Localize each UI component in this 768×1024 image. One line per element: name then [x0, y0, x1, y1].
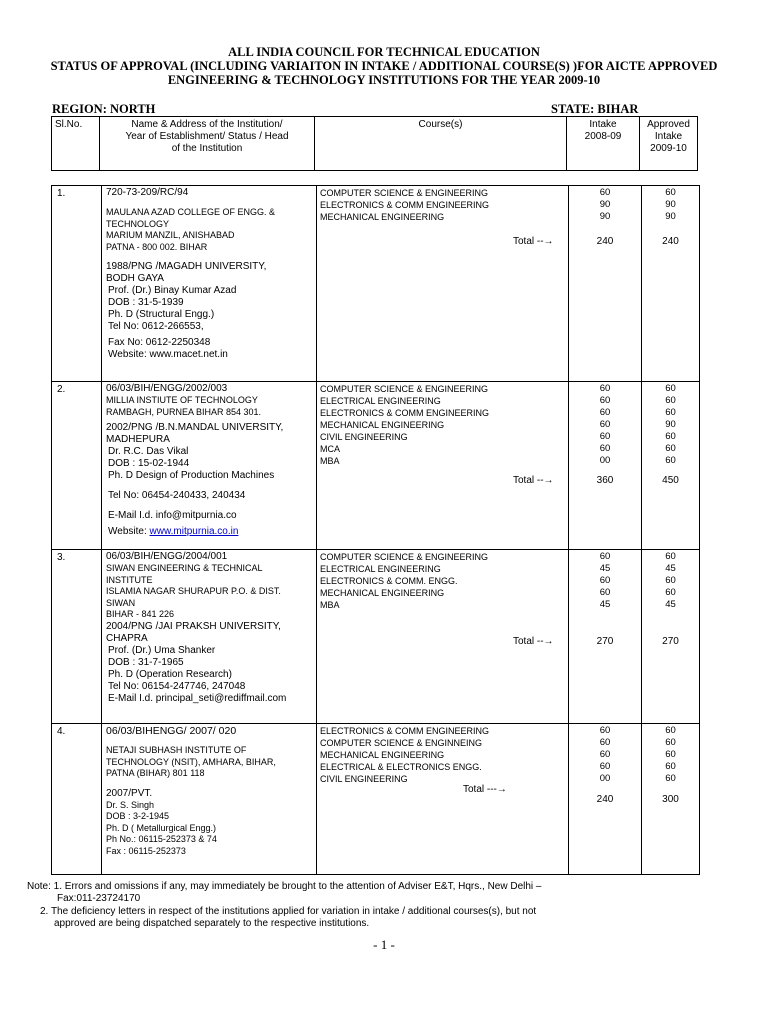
intake-values: 60 60 60 60 60 60 00 360 [569, 382, 642, 550]
intake-values: 60 90 90 240 [569, 186, 642, 382]
total-intake: 240 [596, 794, 614, 805]
total-intake: 360 [596, 475, 614, 486]
total-approved: 270 [662, 636, 679, 647]
approved-values: 60 45 60 60 45 270 [642, 550, 700, 724]
course-list: COMPUTER SCIENCE & ENGINEERING ELECTRONICS & COMM ENGINEERING MECHANICAL ENGINEERING Total --→ [317, 186, 569, 382]
total-label: Total --→ [513, 636, 554, 647]
state-label: STATE: BIHAR [551, 102, 639, 116]
table-row: 3. 06/03/BIH/ENGG/2004/001 SIWAN ENGINEERING & TECHNICAL INSTITUTE ISLAMIA NAGAR SHURAPUR P.O. & DIST. SIWAN BIHAR - 841 226 2004/PNG /JAI PRAKSH UNIVERSITY, CHAPRA Prof. (Dr.) Uma Shanker DOB : 31-7-1965 Ph. D (Operation Research) Tel No: 06154-247746, 247048 E-Mail I.d. principal_seti@rediffmail.com COMPUTER SCIENCE & ENGINEERING ELECTRICAL ENGINEERING ELECTRONICS & COMM. ENGG. MECHANICAL ENGINEERING MBA Total --→ 60 45 60 60 45 270 60 45 60 60 45 270 [52, 550, 700, 724]
table-row: 2. 06/03/BIH/ENGG/2002/003 MILLIA INSTIUTE OF TECHNOLOGY RAMBAGH, PURNEA BIHAR 854 301. 2002/PNG /B.N.MANDAL UNIVERSITY, MADHEPURA Dr. R.C. Das Vikal DOB : 15-02-1944 Ph. D Design of Production Machines Tel No: 06454-240433, 240434 E-Mail I.d. info@mitpurnia.co Website: www.mitpurnia.co.in COMPUTER SCIENCE & ENGINEERING ELECTRICAL ENGINEERING ELECTRONICS & COMM ENGINEERING MECHANICAL ENGINEERING CIVIL ENGINEERING MCA MBA Total --→ 60 60 60 60 60 60 00 360 60 60 60 90 60 60 60 450 [52, 382, 700, 550]
intake-values: 60 45 60 60 45 270 [569, 550, 642, 724]
note-1: Note: 1. Errors and omissions if any, may immediately be brought to the attention of Adviser E&T, Hqrs., New Delhi – [27, 881, 542, 892]
col-institution: Name & Address of the Institution/ Year of Establishment/ Status / Head of the Institution [100, 117, 315, 171]
council-title: ALL INDIA COUNCIL FOR TECHNICAL EDUCATION [228, 45, 540, 59]
table-row: 1. 720-73-209/RC/94 MAULANA AZAD COLLEGE OF ENGG. & TECHNOLOGY MARIUM MANZIL, ANISHABAD PATNA - 800 002. BIHAR 1988/PNG /MAGADH UNIVERSITY, BODH GAYA Prof. (Dr.) Binay Kumar Azad DOB : 31-5-1939 Ph. D (Structural Engg.) Tel No: 0612-266553, Fax No: 0612-2250348 Website: www.macet.net.in COMPUTER SCIENCE & ENGINEERING ELECTRONICS & COMM ENGINEERING MECHANICAL ENGINEERING Total --→ 60 90 90 240 60 90 90 240 [52, 186, 700, 382]
col-slno: Sl.No. [52, 117, 100, 171]
intake-values: 60 60 60 60 00 240 [569, 724, 642, 875]
total-approved: 240 [662, 236, 679, 247]
total-intake: 270 [596, 636, 614, 647]
col-approved: Approved Intake 2009-10 [640, 117, 698, 171]
approved-values: 60 60 60 90 60 60 60 450 [642, 382, 700, 550]
note-1-fax: Fax:011-23724170 [57, 893, 141, 904]
report-subtitle: ENGINEERING & TECHNOLOGY INSTITUTIONS FOR THE YEAR 2009-10 [167, 73, 601, 87]
course-list: COMPUTER SCIENCE & ENGINEERING ELECTRICAL ENGINEERING ELECTRONICS & COMM ENGINEERING MECHANICAL ENGINEERING CIVIL ENGINEERING MCA MBA Total --→ [317, 382, 569, 550]
approved-values: 60 60 60 60 60 300 [642, 724, 700, 875]
institution-details: 06/03/BIH/ENGG/2002/003 MILLIA INSTIUTE OF TECHNOLOGY RAMBAGH, PURNEA BIHAR 854 301. 2002/PNG /B.N.MANDAL UNIVERSITY, MADHEPURA Dr. R.C. Das Vikal DOB : 15-02-1944 Ph. D Design of Production Machines Tel No: 06454-240433, 240434 E-Mail I.d. info@mitpurnia.co Website: www.mitpurnia.co.in [102, 382, 317, 550]
col-intake: Intake 2008-09 [567, 117, 640, 171]
total-approved: 300 [662, 794, 679, 805]
institution-details: 06/03/BIHENGG/ 2007/ 020 NETAJI SUBHASH INSTITUTE OF TECHNOLOGY (NSIT), AMHARA, BIHAR, PATNA (BIHAR) 801 118 2007/PVT. Dr. S. Singh DOB : 3-2-1945 Ph. D ( Metallurgical Engg.) Ph No.: 06115-252373 & 74 Fax : 06115-252373 [102, 724, 317, 875]
website-link[interactable]: www.mitpurnia.co.in [149, 526, 239, 537]
page-number: - 1 - [373, 937, 395, 952]
report-title: STATUS OF APPROVAL (INCLUDING VARIAITON IN INTAKE / ADDITIONAL COURSE(S) )FOR AICTE APPROVED [50, 59, 718, 73]
column-header-table [51, 116, 698, 171]
note-2: 2. The deficiency letters in respect of the institutions applied for variation in intake / additional courses(s), but not [40, 906, 537, 917]
total-label: Total ---→ [463, 784, 507, 795]
table-row: 4. 06/03/BIHENGG/ 2007/ 020 NETAJI SUBHASH INSTITUTE OF TECHNOLOGY (NSIT), AMHARA, BIHAR, PATNA (BIHAR) 801 118 2007/PVT. Dr. S. Singh DOB : 3-2-1945 Ph. D ( Metallurgical Engg.) Ph No.: 06115-252373 & 74 Fax : 06115-252373 ELECTRONICS & COMM ENGINEERING COMPUTER SCIENCE & ENGINNEING MECHANICAL ENGINEERING ELECTRICAL & ELECTRONICS ENGG. CIVIL ENGINEERING Total ---→ 60 60 60 60 00 240 60 60 60 60 60 300 [52, 724, 700, 875]
approved-values: 60 90 90 240 [642, 186, 700, 382]
total-intake: 240 [596, 236, 614, 247]
institution-details: 720-73-209/RC/94 MAULANA AZAD COLLEGE OF ENGG. & TECHNOLOGY MARIUM MANZIL, ANISHABAD PATNA - 800 002. BIHAR 1988/PNG /MAGADH UNIVERSITY, BODH GAYA Prof. (Dr.) Binay Kumar Azad DOB : 31-5-1939 Ph. D (Structural Engg.) Tel No: 0612-266553, Fax No: 0612-2250348 Website: www.macet.net.in [102, 186, 317, 382]
institutions-table [51, 185, 700, 875]
course-list: COMPUTER SCIENCE & ENGINEERING ELECTRICAL ENGINEERING ELECTRONICS & COMM. ENGG. MECHANICAL ENGINEERING MBA Total --→ [317, 550, 569, 724]
note-2-cont: approved are being dispatched separately to the respective institutions. [54, 918, 370, 929]
total-approved: 450 [662, 475, 679, 486]
region-label: REGION: NORTH [52, 102, 156, 116]
total-label: Total --→ [513, 475, 554, 486]
course-list: ELECTRONICS & COMM ENGINEERING COMPUTER SCIENCE & ENGINNEING MECHANICAL ENGINEERING ELECTRICAL & ELECTRONICS ENGG. CIVIL ENGINEERING Total ---→ [317, 724, 569, 875]
institution-details: 06/03/BIH/ENGG/2004/001 SIWAN ENGINEERING & TECHNICAL INSTITUTE ISLAMIA NAGAR SHURAPUR P.O. & DIST. SIWAN BIHAR - 841 226 2004/PNG /JAI PRAKSH UNIVERSITY, CHAPRA Prof. (Dr.) Uma Shanker DOB : 31-7-1965 Ph. D (Operation Research) Tel No: 06154-247746, 247048 E-Mail I.d. principal_seti@rediffmail.com [102, 550, 317, 724]
total-label: Total --→ [513, 236, 554, 247]
col-courses: Course(s) [315, 117, 567, 171]
